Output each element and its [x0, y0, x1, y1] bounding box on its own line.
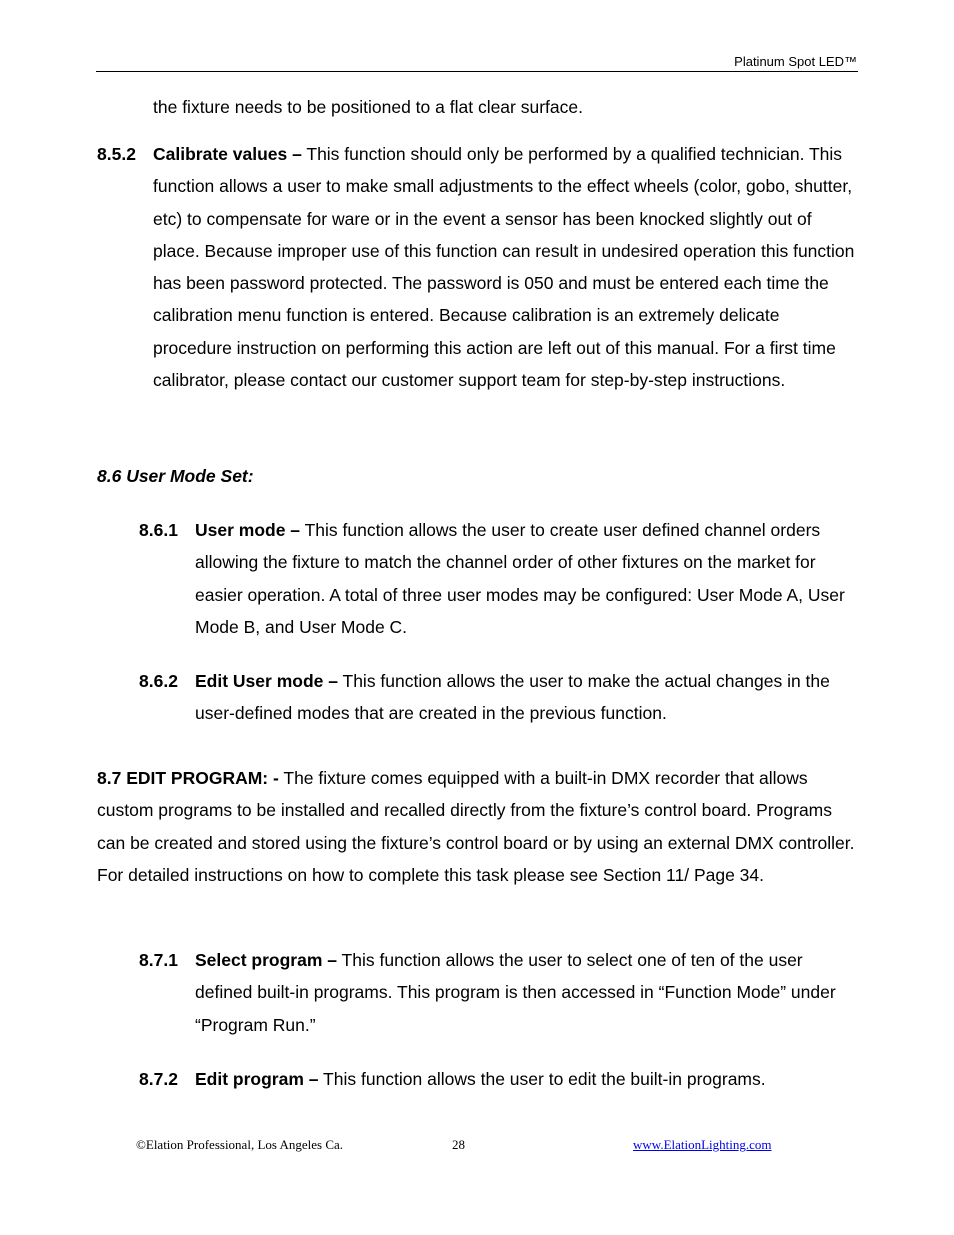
section-number-8-7-2: 8.7.2 [139, 1069, 178, 1089]
section-number-8-7-1: 8.7.1 [139, 950, 178, 970]
section-8-7-text: The fixture comes equipped with a built-in DMX recorder that allows custom programs to be installed and recalled directly from the fixture’s control board. Programs can be created and stored using the fixture’s control board or by using an external DMX controller. For detailed instructions on how to complete this task please see Section 11/ Page 34. [97, 768, 855, 885]
section-8-5-2-text: This function should only be performed by a qualified technician. This function allows a user to make small adjustments to the effect wheels (color, gobo, shutter, etc) to compensate for ware or in the event a sensor has been knocked slightly out of place. Because improper use of this function can result in undesired operation this function has been password protected. The password is 050 and must be entered each time the calibration menu function is entered. Because calibration is an extremely delicate procedure instruction on performing this action are left out of this manual. For a first time calibrator, please contact our customer support team for step-by-step instructions. [153, 144, 855, 391]
section-8-5-2-paragraph [153, 138, 863, 396]
section-8-6-1-paragraph [195, 514, 863, 643]
section-8-6-2-paragraph [195, 665, 863, 730]
section-8-7-2-paragraph [195, 1063, 863, 1095]
section-8-7-2-lead: Edit program – [195, 1069, 319, 1089]
section-8-7-lead: 8.7 EDIT PROGRAM: - [97, 768, 279, 788]
footer-website-link[interactable]: www.ElationLighting.com [633, 1137, 772, 1152]
section-8-6-2-lead: Edit User mode – [195, 671, 338, 691]
section-number-8-6-1: 8.6.1 [139, 520, 178, 540]
intro-paragraph: the fixture needs to be positioned to a flat clear surface. [153, 97, 583, 117]
footer-copyright: ©Elation Professional, Los Angeles Ca. [136, 1137, 344, 1152]
page-header-title: Platinum Spot LED™ [734, 54, 857, 69]
section-8-5-2-lead: Calibrate values – [153, 144, 302, 164]
section-number-8-5-2: 8.5.2 [97, 144, 136, 164]
section-8-6-2-text: This function allows the user to make the actual changes in the user-defined modes that are created in the previous function. [195, 671, 830, 724]
section-8-7-1-lead: Select program – [195, 950, 337, 970]
footer-page-number: 28 [452, 1137, 465, 1152]
header-rule [96, 71, 858, 72]
section-8-6-heading: 8.6 User Mode Set: [97, 466, 254, 486]
section-8-7-1-paragraph [195, 944, 863, 1041]
section-8-6-1-lead: User mode – [195, 520, 301, 540]
section-8-6-1-text: This function allows the user to create user defined channel orders allowing the fixture to match the channel order of other fixtures on the market for easier operation. A total of three user modes may be configured: User Mode A, User Mode B, and User Mode C. [195, 520, 845, 637]
section-number-8-6-2: 8.6.2 [139, 671, 178, 691]
section-8-7-1-text: This function allows the user to select one of ten of the user defined built-in programs. This program is then accessed in “Function Mode” under “Program Run.” [195, 950, 836, 1035]
section-8-7-paragraph [97, 762, 863, 891]
section-8-7-2-text: This function allows the user to edit the built-in programs. [318, 1069, 766, 1089]
